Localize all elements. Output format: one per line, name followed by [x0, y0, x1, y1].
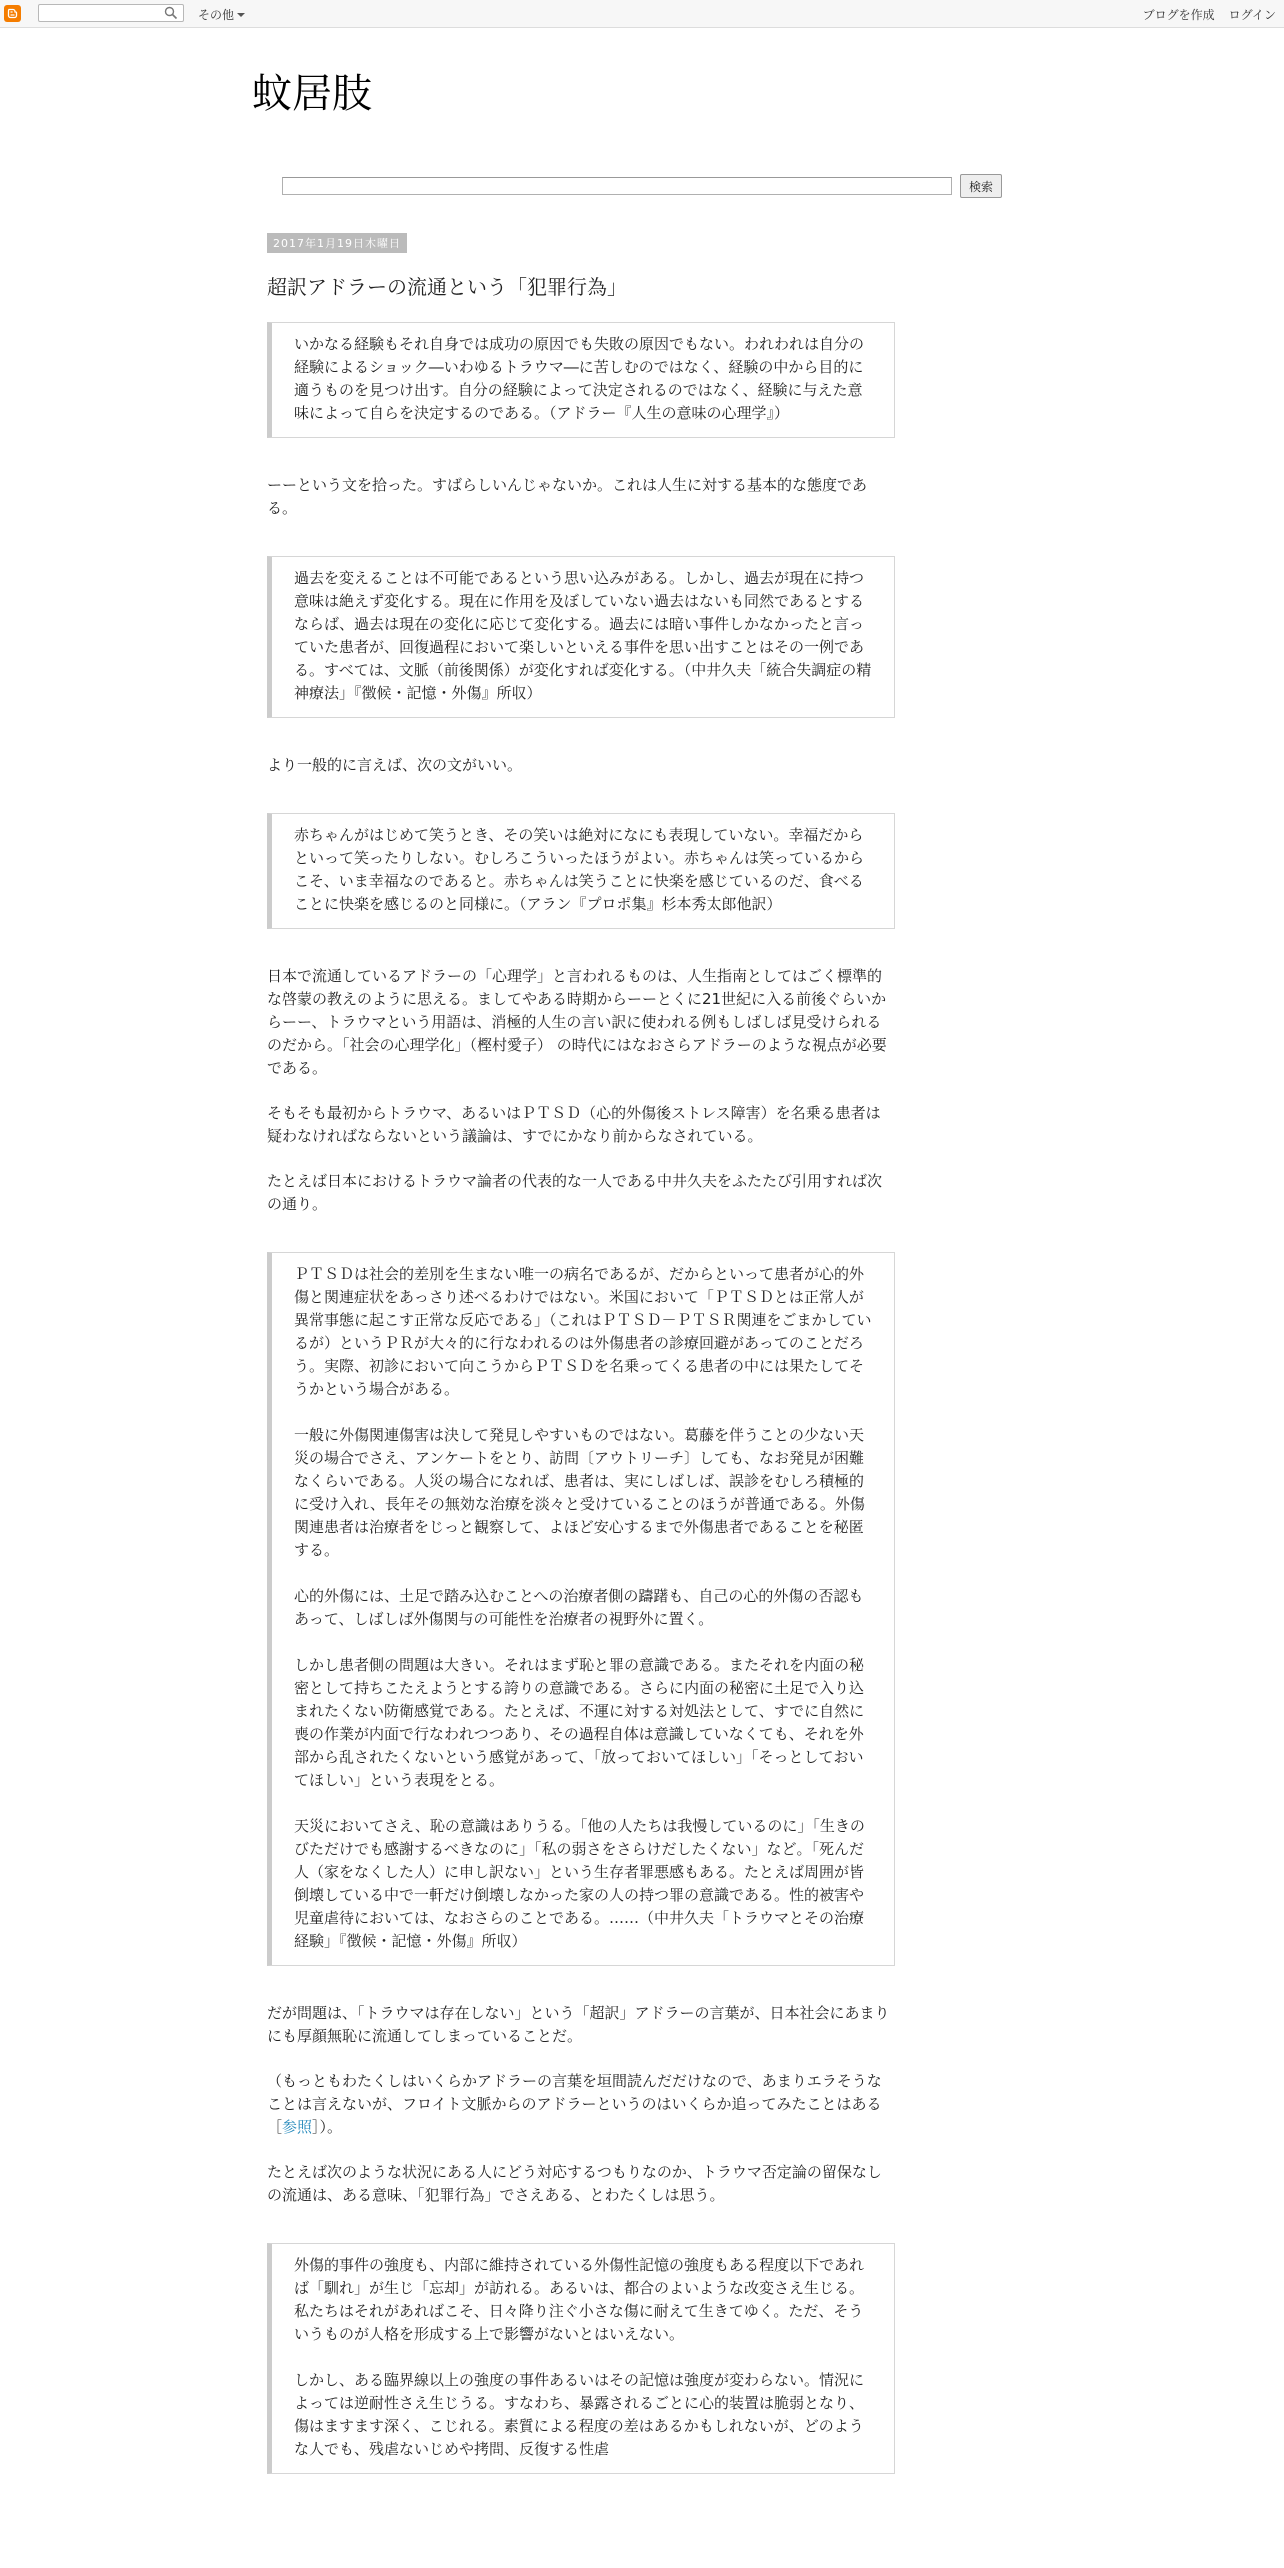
- create-blog-link[interactable]: ブログを作成: [1142, 8, 1215, 22]
- more-menu-label: その他: [198, 8, 235, 22]
- blockquote: [267, 556, 895, 718]
- quote-text: しかし、ある臨界線以上の強度の事件あるいはその記憶は強度が変わらない。情況によっては逆耐性さえ生じうる。すなわち、暴露されるごとに心的装置は脆弱となり、傷はますます深く、こじれる。素質による程度の差はあるかもしれないが、どのような人でも、残虐ないじめや拷問、反復する性虐: [294, 2371, 865, 2458]
- quote-text: いかなる経験もそれ自身では成功の原因でも失敗の原因でもない。われわれは自分の経験によるショック―いわゆるトラウマ―に苦しむのではなく、経験の中から目的に適うものを見つけ出す。自分の経験によって決定されるのではなく、経験に与えた意味によって自らを決定するのである。（アドラー『人生の意味の心理学』）: [294, 335, 865, 422]
- paragraph-text: （もっともわたくしはいくらかアドラーの言葉を垣間読んだだけなので、あまりエラそうなことは言えないが、フロイト文脈からのアドラーというのはいくらか追ってみたことはある［: [267, 2072, 882, 2136]
- blog-title[interactable]: 蚊居肢: [252, 71, 372, 117]
- blockquote: [267, 322, 895, 438]
- paragraph: ーーという文を拾った。すばらしいんじゃないか。これは人生に対する基本的な態度である。: [267, 476, 868, 517]
- paragraph: だが問題は、「トラウマは存在しない」という「超訳」アドラーの言葉が、日本社会にあまりにも厚顔無恥に流通してしまっていることだ。: [267, 2004, 890, 2045]
- more-menu[interactable]: [198, 6, 245, 23]
- blogger-navbar: [0, 0, 1284, 28]
- paragraph: より一般的に言えば、次の文がいい。: [267, 756, 523, 774]
- quote-text: 天災においてさえ、恥の意識はありうる。「他の人たちは我慢しているのに」「生きのびただけでも感謝するべきなのに」「私の弱さをさらけだしたくない」など。「死んだ人（家をなくした人）に申し訳ない」という生存者罪悪感もある。たとえば周囲が皆倒壊している中で一軒だけ倒壊しなかった家の人の持つ罪の意識である。性的被害や児童虐待においては、なおさらのことである。……（中井久夫「トラウマとその治療経験」『徴候・記憶・外傷』所収）: [294, 1817, 865, 1950]
- blockquote: [267, 1252, 895, 1966]
- date-header: 2017年1月19日木曜日: [267, 233, 407, 253]
- paragraph: たとえば次のような状況にある人にどう対応するつもりなのか、トラウマ否定論の留保なしの流通は、ある意味、「犯罪行為」でさえある、とわたくしは思う。: [267, 2163, 882, 2204]
- paragraph-text: ］）。: [312, 2118, 343, 2136]
- chevron-down-icon: [237, 12, 245, 18]
- quote-text: しかし患者側の問題は大きい。それはまず恥と罪の意識である。またそれを内面の秘密として持ちこたえようとする誇りの意識である。さらに内面の秘密に土足で入り込まれたくない防衛感覚である。たとえば、不運に対する対処法として、すでに自然に喪の作業が内面で行なわれつつあり、その過程自体は意識していなくても、それを外部から乱されたくないという感覚があって、「放っておいてほしい」「そっとしておいてほしい」という表現をとる。: [294, 1656, 865, 1789]
- post-title[interactable]: 超訳アドラーの流通という「犯罪行為」: [267, 275, 627, 299]
- quote-text: ＰＴＳＤは社会的差別を生まない唯一の病名であるが、だからといって患者が心的外傷と関連症状をあっさり述べるわけではない。米国において「ＰＴＳＤとは正常人が異常事態に起こす正常な反応である」（これはＰＴＳＤ－ＰＴＳＲ関連をごまかしているが）というＰＲが大々的に行なわれるのは外傷患者の診療回避があってのことだろう。実際、初診において向こうからＰＴＳＤを名乗ってくる患者の中には果たしてそうかという場合がある。: [294, 1265, 872, 1398]
- quote-text: 過去を変えることは不可能であるという思い込みがある。しかし、過去が現在に持つ意味は絶えず変化する。現在に作用を及ぼしていない過去はないも同然であるとするならば、過去は現在の変化に応じて変化する。過去には暗い事件しかなかったと言っていた患者が、回復過程において楽しいといえる事件を思い出すことはその一例である。すべては、文脈（前後関係）が変化すれば変化する。（中井久夫「統合失調症の精神療法」『徴候・記憶・外傷』所収）: [294, 569, 872, 702]
- paragraph: [267, 2070, 895, 2139]
- search-input[interactable]: [282, 177, 952, 195]
- navbar-search-input[interactable]: [38, 4, 184, 22]
- blogger-icon[interactable]: [4, 5, 21, 22]
- quote-text: 心的外傷には、土足で踏み込むことへの治療者側の躊躇も、自己の心的外傷の否認もあって、しばしば外傷関与の可能性を治療者の視野外に置く。: [294, 1587, 864, 1628]
- paragraph: 日本で流通しているアドラーの「心理学」と言われるものは、人生指南としてはごく標準的な啓蒙の教えのように思える。ましてやある時期からーーとくに21世紀に入る前後ぐらいからーー、トラウマという用語は、消極的人生の言い訳に使われる例もしばしば見受けられるのだから。「社会の心理学化」（樫村愛子） の時代にはなおさらアドラーのような視点が必要である。: [267, 967, 887, 1077]
- quote-text: 一般に外傷関連傷害は決して発見しやすいものではない。葛藤を伴うことの少ない天災の場合でさえ、アンケートをとり、訪問〔アウトリーチ〕しても、なお発見が困難なくらいである。人災の場合になれば、患者は、実にしばしば、誤診をむしろ積極的に受け入れ、長年その無効な治療を淡々と受けていることのほうが普通である。外傷関連患者は治療者をじっと観察して、よほど安心するまで外傷患者であることを秘匿する。: [294, 1426, 865, 1559]
- quote-text: 赤ちゃんがはじめて笑うとき、その笑いは絶対になにも表現していない。幸福だからといって笑ったりしない。むしろこういったほうがよい。赤ちゃんは笑っているからこそ、いま幸福なのであると。赤ちゃんは笑うことに快楽を感じているのだ、食べることに快楽を感じるのと同様に。（アラン『プロポ集』杉本秀太郎他訳）: [294, 826, 865, 913]
- search-button[interactable]: 検索: [960, 174, 1002, 198]
- quote-text: 外傷的事件の強度も、内部に維持されている外傷性記憶の強度もある程度以下であれば「馴れ」が生じ「忘却」が訪れる。あるいは、都合のよいような改変さえ生じる。私たちはそれがあればこそ、日々降り注ぐ小さな傷に耐えて生きてゆく。ただ、そういうものが人格を形成する上で影響がないとはいえない。: [294, 2256, 865, 2343]
- paragraph: たとえば日本におけるトラウマ論者の代表的な一人である中井久夫をふたたび引用すれば次の通り。: [267, 1172, 883, 1213]
- login-link[interactable]: ログイン: [1228, 8, 1276, 22]
- reference-link[interactable]: 参照: [282, 2118, 313, 2136]
- blog-search: [282, 174, 1002, 198]
- search-icon[interactable]: [164, 6, 178, 20]
- paragraph: そもそも最初からトラウマ、あるいはＰＴＳＤ（心的外傷後ストレス障害）を名乗る患者は疑わなければならないという議論は、すでにかなり前からなされている。: [267, 1104, 881, 1145]
- blockquote: [267, 813, 895, 929]
- blockquote: [267, 2243, 895, 2474]
- blog-post: [267, 232, 895, 2510]
